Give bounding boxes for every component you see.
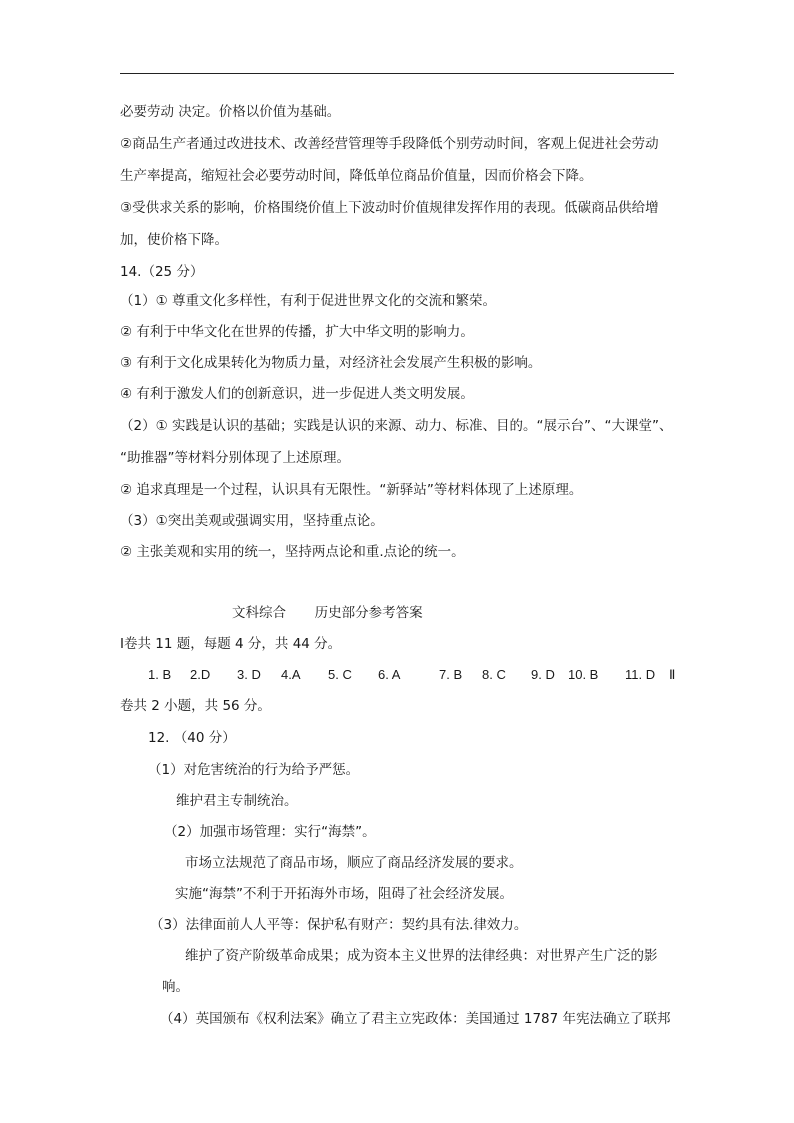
answer-item: 10. B	[568, 667, 599, 682]
section-title-part1: 文科综合	[232, 605, 286, 621]
text-line: 维护了资产阶级革命成果；成为资本主义世界的法律经典：对世界产生广泛的影	[185, 948, 658, 964]
answer-item: 6. A	[378, 667, 401, 682]
answer-item: 7. B	[439, 667, 463, 682]
text-line: 市场立法规范了商品市场，顺应了商品经济发展的要求。	[185, 855, 523, 871]
section-note: 卷共 2 小题，共 56 分。	[120, 698, 271, 714]
text-line: （1）① 尊重文化多样性，有利于促进世界文化的交流和繁荣。	[120, 293, 496, 309]
answer-item: 8. C	[482, 667, 506, 682]
text-line: 维护君主专制统治。	[176, 793, 298, 809]
text-line: ② 主张美观和实用的统一，坚持两点论和重.点论的统一。	[120, 544, 465, 560]
text-line: 实施“海禁”不利于开拓海外市场，阻碍了社会经济发展。	[175, 886, 513, 902]
answer-key	[148, 666, 688, 684]
text-line: ② 有利于中华文化在世界的传播，扩大中华文明的影响力。	[120, 324, 474, 340]
text-line: 加，使价格下降。	[120, 232, 228, 248]
text-line: ③ 有利于文化成果转化为物质力量，对经济社会发展产生积极的影响。	[120, 355, 542, 371]
text-line: ② 追求真理是一个过程，认识具有无限性。“新驿站”等材料体现了上述原理。	[120, 482, 583, 498]
section-title	[232, 604, 423, 622]
text-line: （3）①突出美观或强调实用，坚持重点论。	[120, 513, 384, 529]
answer-item: 5. C	[328, 667, 352, 682]
answer-item: 4.A	[281, 667, 301, 682]
answer-item: 9. D	[531, 667, 555, 682]
header-rule	[120, 73, 674, 74]
section-title-part2: 历史部分参考答案	[314, 605, 423, 621]
answer-item: Ⅱ	[669, 667, 676, 682]
question-heading: 12. （40 分）	[148, 730, 236, 746]
text-line: （2）① 实践是认识的基础；实践是认识的来源、动力、标准、目的。“展示台”、“大课堂”、	[120, 418, 673, 434]
text-line: “助推器”等材料分别体现了上述原理。	[120, 450, 350, 466]
text-line: （1）对危害统治的行为给予严惩。	[148, 762, 360, 778]
text-line: ④ 有利于激发人们的创新意识，进一步促进人类文明发展。	[120, 386, 474, 402]
text-line: 必要劳动 决定。价格以价值为基础。	[120, 104, 341, 120]
text-line: ③受供求关系的影响，价格围绕价值上下波动时价值规律发挥作用的表现。低碳商品供给增	[120, 200, 659, 216]
text-line: ②商品生产者通过改进技术、改善经营管理等手段降低个别劳动时间，客观上促进社会劳动	[120, 136, 659, 152]
text-line: （3）法律面前人人平等：保护私有财产：契约具有法.律效力。	[150, 917, 528, 933]
text-line: （2）加强市场管理：实行“海禁”。	[164, 824, 376, 840]
answer-item: 11. D	[625, 667, 656, 682]
text-line: 生产率提高，缩短社会必要劳动时间，降低单位商品价值量，因而价格会下降。	[120, 168, 593, 184]
text-line: 响。	[162, 979, 189, 995]
answer-item: 1. B	[148, 667, 172, 682]
answer-item: 3. D	[237, 667, 261, 682]
section-note: Ⅰ卷共 11 题，每题 4 分，共 44 分。	[120, 636, 342, 652]
answer-item: 2.D	[190, 667, 211, 682]
question-heading: 14.（25 分）	[120, 264, 204, 280]
text-line: （4）英国颁布《权利法案》确立了君主立宪政体：美国通过 1787 年宪法确立了联邦	[160, 1011, 671, 1027]
